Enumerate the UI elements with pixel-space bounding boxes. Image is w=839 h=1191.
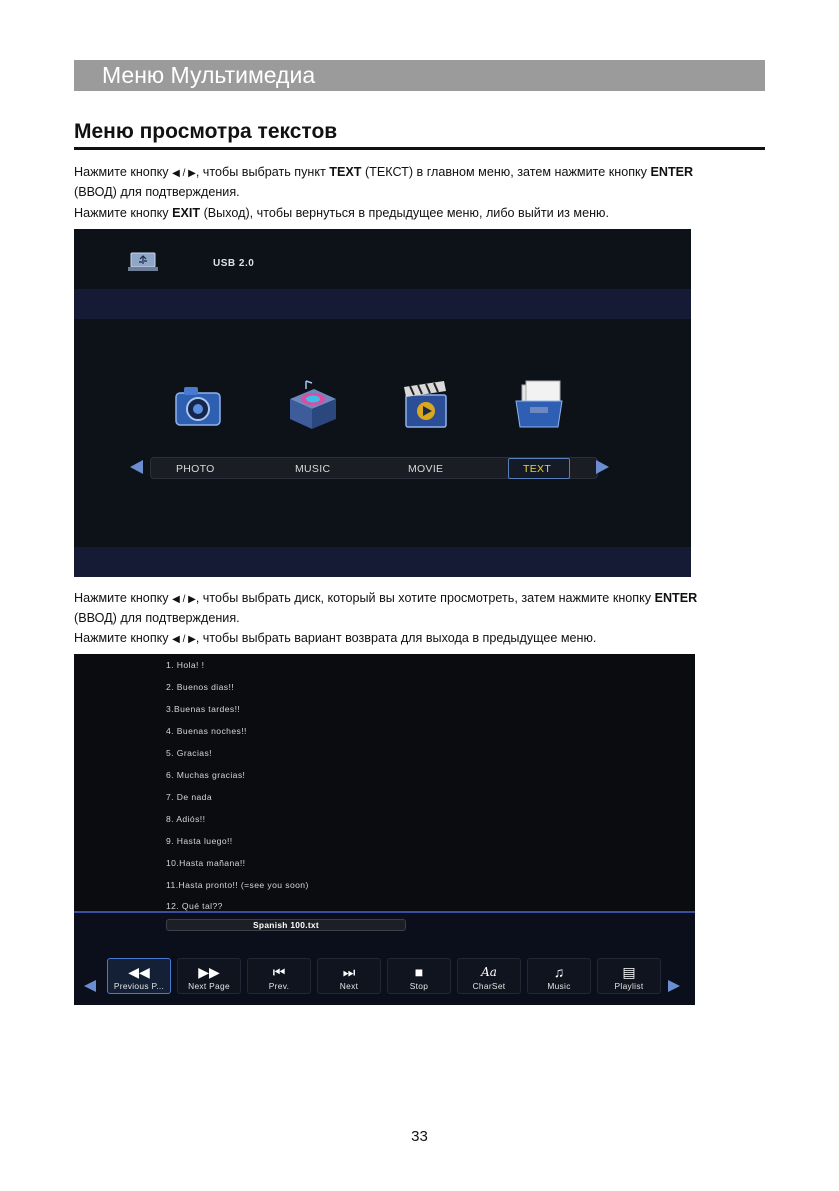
- scroll-left-arrow-icon[interactable]: [130, 460, 143, 474]
- category-movie[interactable]: MOVIE: [408, 463, 444, 475]
- text-line: 12. Qué tal??: [166, 901, 223, 911]
- instruction-paragraph-2: Нажмите кнопку EXIT (Выход), чтобы вернуться в предыдущее меню, либо выйти из меню.: [74, 206, 609, 220]
- previous-page-button[interactable]: ◀◀ Previous P...: [107, 958, 171, 994]
- header-band: [74, 289, 691, 319]
- category-music[interactable]: MUSIC: [295, 463, 331, 475]
- text-line: 2. Buenos dias!!: [166, 682, 235, 692]
- text-line: 1. Hola! !: [166, 660, 205, 670]
- skip-previous-icon: ⏮: [272, 964, 286, 980]
- text-line: 4. Buenas noches!!: [166, 726, 247, 736]
- heading-divider: [74, 147, 765, 150]
- file-name: Spanish 100.txt: [253, 920, 319, 930]
- left-right-arrows-icon: ◀ / ▶: [172, 634, 196, 645]
- skip-next-icon: ⏭: [342, 964, 356, 980]
- next-page-button[interactable]: ▶▶ Next Page: [177, 958, 241, 994]
- charset-icon: Aa: [481, 965, 497, 979]
- category-text[interactable]: TEXT: [523, 463, 552, 475]
- instruction-paragraph-4: Нажмите кнопку ◀ / ▶, чтобы выбрать вариант возврата для выхода в предыдущее меню.: [74, 631, 597, 645]
- text-line: 9. Hasta luego!!: [166, 836, 233, 846]
- charset-button[interactable]: Aa CharSet: [457, 958, 521, 994]
- photo-camera-icon[interactable]: [170, 377, 226, 433]
- text-line: 5. Gracias!: [166, 748, 212, 758]
- usb-label: USB 2.0: [213, 258, 255, 269]
- category-photo[interactable]: PHOTO: [176, 463, 215, 475]
- left-right-arrows-icon: ◀ / ▶: [172, 594, 196, 605]
- text-viewer-screenshot: [74, 654, 695, 1005]
- text-line: 3.Buenas tardes!!: [166, 704, 241, 714]
- controls-right-arrow-icon[interactable]: [668, 980, 680, 992]
- music-player-icon[interactable]: [284, 377, 340, 433]
- usb-drive-icon: [128, 251, 158, 273]
- music-note-icon: ♫: [553, 964, 565, 980]
- prev-button[interactable]: ⏮ Prev.: [247, 958, 311, 994]
- controls-left-arrow-icon[interactable]: [84, 980, 96, 992]
- playlist-icon: ▤: [622, 964, 636, 980]
- text-line: 11.Hasta pronto!! (=see you soon): [166, 880, 309, 890]
- music-button[interactable]: ♫ Music: [527, 958, 591, 994]
- section-title: Меню Мультимедиа: [102, 62, 316, 88]
- page-number: 33: [411, 1128, 428, 1145]
- page-heading: Меню просмотра текстов: [74, 120, 338, 143]
- left-right-arrows-icon: ◀ / ▶: [172, 168, 196, 179]
- stop-icon: ■: [414, 964, 424, 980]
- fast-forward-icon: ▶▶: [198, 964, 220, 980]
- playlist-button[interactable]: ▤ Playlist: [597, 958, 661, 994]
- scroll-right-arrow-icon[interactable]: [596, 460, 609, 474]
- next-button[interactable]: ⏭ Next: [317, 958, 381, 994]
- multimedia-menu-screenshot: [74, 229, 691, 577]
- text-line: 8. Adiós!!: [166, 814, 206, 824]
- section-title-bar: [74, 60, 765, 91]
- text-line: 6. Muchas gracias!: [166, 770, 246, 780]
- text-folder-icon[interactable]: [512, 377, 568, 433]
- footer-band: [74, 547, 691, 577]
- instruction-paragraph-3: Нажмите кнопку ◀ / ▶, чтобы выбрать диск, который вы хотите просмотреть, затем нажмите кнопку ENTER (ВВОД) для подтверждения.: [74, 591, 698, 625]
- text-line: 7. De nada: [166, 792, 213, 802]
- instruction-paragraph-1: Нажмите кнопку ◀ / ▶, чтобы выбрать пункт TEXT (ТЕКСТ) в главном меню, затем нажмите кнопку ENTER (ВВОД) для подтверждения.: [74, 165, 694, 199]
- text-line: 10.Hasta mañana!!: [166, 858, 246, 868]
- rewind-icon: ◀◀: [128, 964, 150, 980]
- movie-clapper-icon[interactable]: [398, 377, 454, 433]
- stop-button[interactable]: ■ Stop: [387, 958, 451, 994]
